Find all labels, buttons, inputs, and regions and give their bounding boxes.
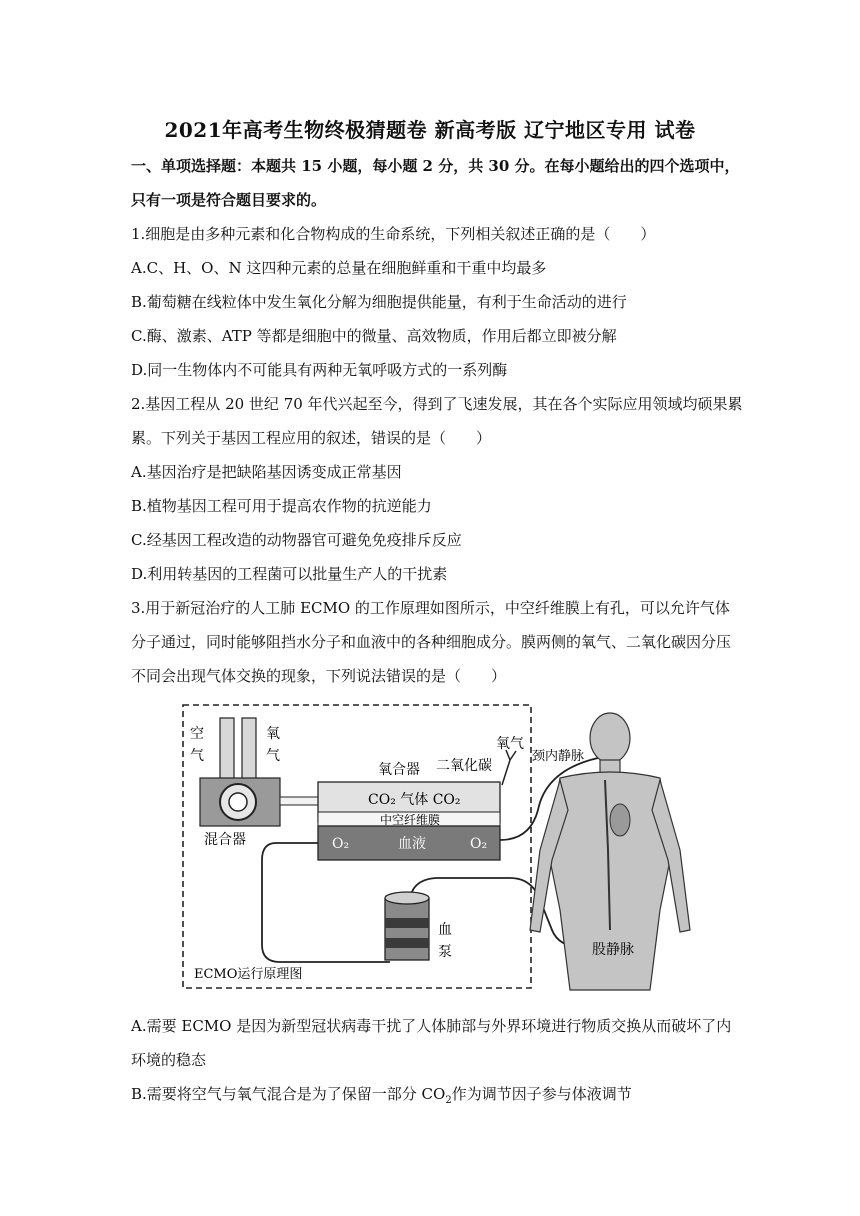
section-heading-line2: 只有一项是符合题目要求的。 [131, 191, 327, 209]
q3-stem-line3: 不同会出现气体交换的现象，下列说法错误的是（ ） [131, 667, 507, 685]
q1-stem: 1.细胞是由多种元素和化合物构成的生命系统，下列相关叙述正确的是（ ） [131, 225, 656, 243]
label-oxygenator: 氧合器 [378, 762, 420, 778]
figure-caption: ECMO运行原理图 [194, 967, 303, 982]
q1-option-c: C.酶、激素、ATP 等都是细胞中的微量、高效物质，作用后都立即被分解 [131, 327, 617, 345]
label-pump-1: 血 [438, 922, 452, 938]
return-tubing [262, 843, 390, 962]
label-co2: 二氧化碳 [436, 758, 492, 774]
label-jugular: 颈内静脉 [532, 749, 585, 764]
label-blood: 血液 [398, 836, 426, 852]
gas-pipe [280, 797, 318, 805]
q3-option-b-text-end: 作为调节因子参与体液调节 [451, 1085, 632, 1103]
q1-option-b: B.葡萄糖在线粒体中发生氧化分解为细胞提供能量，有利于生命活动的进行 [131, 293, 627, 311]
label-gas-row: CO₂ 气体 CO₂ [368, 792, 461, 808]
q3-option-a-line1: A.需要 ECMO 是因为新型冠状病毒干扰了人体肺部与外界环境进行物质交换从而破坏了内 [131, 1017, 732, 1035]
label-o2-left: O₂ [332, 836, 350, 852]
label-pump-2: 泵 [438, 944, 452, 960]
page-title: 2021年高考生物终极猜题卷 新高考版 辽宁地区专用 试卷 [164, 118, 696, 142]
q3-stem-line2: 分子通过，同时能够阻挡水分子和血液中的各种细胞成分。膜两侧的氧气、二氧化碳因分压 [131, 633, 732, 651]
label-oxygen-1: 氧 [266, 726, 280, 742]
label-oxygen-2: 气 [266, 748, 280, 764]
q3-option-b [131, 1084, 632, 1111]
q3-option-b-text: B.需要将空气与氧气混合是为了保留一部分 CO [131, 1085, 446, 1103]
label-femoral: 股静脉 [592, 942, 634, 958]
blood-pump [385, 898, 429, 960]
label-mixer: 混合器 [204, 832, 246, 848]
section-heading-line1: 一、单项选择题：本题共 15 小题，每小题 2 分，共 30 分。在每小题给出的四个选项中， [131, 157, 740, 175]
ecmo-diagram [180, 700, 700, 992]
q1-option-a: A.C、H、O、N 这四种元素的总量在细胞鲜重和干重中均最多 [131, 259, 547, 277]
q2-option-c: C.经基因工程改造的动物器官可避免免疫排斥反应 [131, 531, 462, 549]
q2-option-a: A.基因治疗是把缺陷基因诱变成正常基因 [131, 463, 402, 481]
q2-option-d: D.利用转基因的工程菌可以批量生产人的干扰素 [131, 565, 448, 583]
label-o2: 氧气 [496, 736, 524, 752]
label-air-2: 气 [190, 748, 204, 764]
label-membrane: 中空纤维膜 [380, 813, 441, 827]
label-o2-right: O₂ [470, 836, 488, 852]
q2-option-b: B.植物基因工程可用于提高农作物的抗逆能力 [131, 497, 432, 515]
label-air-1: 空 [190, 726, 204, 742]
q3-option-a-line2: 环境的稳态 [131, 1051, 207, 1069]
q3-stem-line1: 3.用于新冠治疗的人工肺 ECMO 的工作原理如图所示，中空纤维膜上有孔，可以允许气体 [131, 599, 730, 617]
q3-option-b-subscript: 2 [445, 1095, 452, 1106]
q1-option-d: D.同一生物体内不可能具有两种无氧呼吸方式的一系列酶 [131, 361, 508, 379]
q2-stem-line1: 2.基因工程从 20 世纪 70 年代兴起至今，得到了飞速发展，其在各个实际应用领域均硕果累 [131, 395, 743, 413]
q2-stem-line2: 累。下列关于基因工程应用的叙述，错误的是（ ） [131, 429, 492, 447]
